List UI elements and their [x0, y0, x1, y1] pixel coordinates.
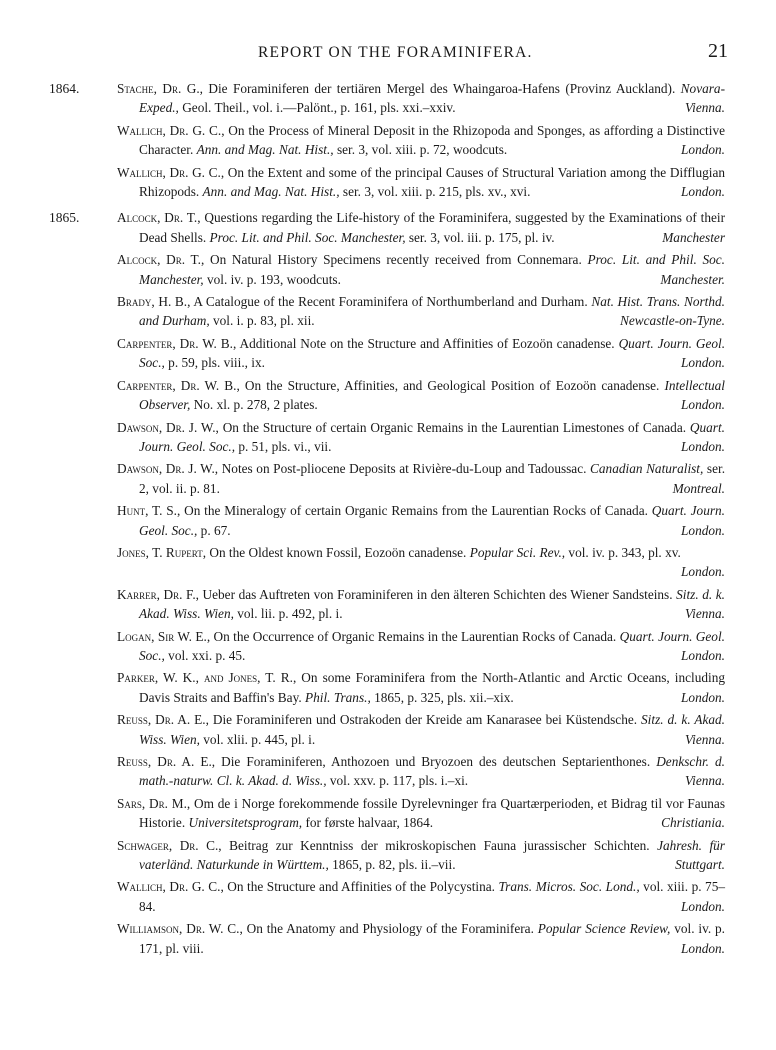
entry-title: Die Foraminiferen und Ostrakoden der Kreide am Kanarasee bei Küstendsche.: [208, 712, 642, 728]
entry-author: Stache, Dr. G.,: [117, 81, 203, 96]
entry-journal: Proc. Lit. and Phil. Soc. Manchester,: [209, 229, 406, 245]
bibliography-entry: [117, 919, 726, 958]
entry-title: On the Occurrence of Organic Remains in the Laurentian Rocks of Canada.: [210, 628, 620, 644]
entry-author: Logan, Sir W. E.,: [117, 628, 211, 644]
entry-details: vol. xiii. p. 75–84.: [139, 879, 725, 914]
entry-journal: Quart. Journ. Geol. Soc.,: [139, 335, 726, 371]
entry-journal: Ann. and Mag. Nat. Hist.,: [202, 184, 340, 200]
bibliography-entry: [49, 208, 725, 247]
page-header: [0, 36, 776, 66]
bibliography-entry: [117, 459, 726, 498]
bibliography-entry: [117, 627, 725, 666]
entry-journal: Nat. Hist. Trans. Northd. and Durham,: [139, 294, 725, 329]
entry-details: for første halvaar, 1864.: [302, 815, 434, 831]
entry-title: A Catalogue of the Recent Foraminifera of Northumberland and Durham.: [190, 294, 592, 310]
entry-place: Newcastle-on-Tyne.: [620, 313, 725, 329]
entry-author: Schwager, Dr. C.,: [117, 837, 222, 853]
entry-journal: Universitetsprogram,: [188, 815, 303, 831]
entry-title: On the Mineralogy of certain Organic Remains from the Laurentian Rocks of Canada.: [180, 503, 652, 519]
entry-author: Jones, T. Rupert,: [117, 544, 207, 560]
entry-journal: Novara-Exped.,: [139, 81, 725, 116]
bibliography-entry: [117, 334, 726, 373]
entry-author: Williamson, Dr. W. C.,: [117, 921, 243, 937]
entry-author: Carpenter, Dr. W. B.,: [117, 335, 237, 351]
entry-place: London.: [681, 940, 725, 956]
bibliography-entry: [117, 501, 725, 540]
entry-title: On the Structure and Affinities of the Polycystina.: [223, 879, 499, 895]
entry-title: Die Foraminiferen der tertiären Mergel des Whaingaroa-Hafens (Provinz Auckland).: [202, 81, 681, 96]
entry-details: vol. xxv. p. 117, pls. i.–xi.: [326, 773, 469, 789]
bibliography-entry: [117, 250, 725, 289]
entry-year: 1865.: [49, 210, 80, 226]
entry-place: London.: [681, 564, 725, 580]
entry-details: vol. iv. p. 343, pl. xv.: [565, 544, 681, 560]
entry-title: On Natural History Specimens recently received from Connemara.: [204, 252, 588, 268]
entry-place: Vienna.: [684, 731, 725, 747]
entry-title: On the Oldest known Fossil, Eozoön canadense.: [206, 544, 470, 560]
entry-details: ser. 3, vol. iii. p. 175, pl. iv.: [405, 229, 555, 245]
entry-place: London.: [681, 647, 725, 663]
bibliography-entry: [117, 836, 725, 875]
entry-journal: Phil. Trans.,: [305, 689, 371, 705]
entry-details: p. 59, pls. viii., ix.: [164, 355, 265, 371]
entry-author: Wallich, Dr. G. C.,: [117, 879, 224, 895]
entry-details: vol. xxi. p. 45.: [164, 647, 246, 663]
entry-author: Reuss, Dr. A. E.,: [117, 712, 209, 728]
entry-place: Montreal.: [672, 480, 725, 496]
entry-details: p. 51, pls. vi., vii.: [235, 438, 332, 454]
entry-year: 1864.: [49, 81, 80, 96]
entry-details: vol. lii. p. 492, pl. i.: [233, 606, 343, 622]
entry-place: London.: [681, 355, 725, 371]
entry-place: London.: [681, 689, 725, 705]
entry-details: No. xl. p. 278, 2 plates.: [190, 397, 318, 413]
entry-place: Stuttgart.: [675, 857, 725, 873]
page-number: 21: [708, 40, 728, 62]
entry-title: Beitrag zur Kenntniss der mikroskopischen Fauna jurassischer Schichten.: [221, 837, 658, 853]
entry-details: 1865, p. 82, pls. ii.–vii.: [328, 857, 456, 873]
entry-place: Vienna.: [684, 100, 725, 116]
entry-details: vol. i. p. 83, pl. xii.: [209, 313, 315, 329]
entry-journal: Popular Sci. Rev.,: [469, 544, 566, 560]
entry-journal: Jahresh. für vaterländ. Naturkunde in Württem.,: [139, 837, 725, 873]
entry-author: Dawson, Dr. J. W.,: [117, 419, 219, 435]
entry-author: Alcock, Dr. T.,: [117, 252, 205, 268]
entry-place: London.: [681, 397, 725, 413]
bibliography-entry: [49, 79, 725, 118]
entry-title: Om de i Norge forekommende fossile Dyrelevninger fra Quartærperioden, et Bidrag til vor Faunas Historie.: [139, 795, 726, 831]
entry-details: vol. iv. p. 171, pl. viii.: [139, 921, 726, 956]
entry-author: Reuss, Dr. A. E.,: [117, 754, 216, 769]
entry-author: Sars, Dr. M.,: [117, 795, 191, 811]
entry-author: Hunt, T. S.,: [117, 503, 181, 519]
running-title: REPORT ON THE FORAMINIFERA.: [258, 44, 533, 61]
entry-title: Additional Note on the Structure and Affinities of Eozoön canadense.: [236, 335, 619, 351]
entry-title: Questions regarding the Life-history of the Foraminifera, suggested by the Examinations of their Dead Shells.: [139, 210, 725, 245]
entry-place: Vienna.: [684, 606, 725, 622]
entry-journal: Trans. Micros. Soc. Lond.,: [498, 879, 640, 895]
bibliography-entry: [117, 668, 725, 707]
entry-title: On some Foraminifera from the North-Atlantic and Arctic Oceans, including Davis Straits and Baffin's Bay.: [139, 670, 725, 705]
entry-details: 1865, p. 325, pls. xii.–xix.: [370, 689, 514, 705]
entry-place: Vienna.: [684, 773, 725, 789]
entry-author: Brady, H. B.,: [117, 294, 191, 310]
entry-place: London.: [681, 438, 725, 454]
bibliography-entry: [117, 376, 726, 415]
entry-journal: Denkschr. d. math.-naturw. Cl. k. Akad. d. Wiss.,: [139, 754, 725, 789]
entry-author: Carpenter, Dr. W. B.,: [117, 377, 240, 393]
bibliography-entry: [117, 121, 725, 160]
entry-author: Wallich, Dr. G. C.,: [117, 164, 225, 180]
entry-journal: Ann. and Mag. Nat. Hist.,: [196, 142, 334, 158]
entry-place: London.: [681, 142, 725, 158]
entry-journal: Quart. Journ. Geol. Soc.,: [139, 628, 725, 663]
entry-author: Alcock, Dr. T.,: [117, 210, 201, 226]
entry-place: Manchester.: [660, 271, 725, 287]
bibliography-entry: [117, 710, 725, 749]
entry-details: ser. 3, vol. xiii. p. 72, woodcuts.: [333, 142, 508, 158]
entry-details: ser. 2, vol. ii. p. 81.: [139, 461, 726, 496]
entry-details: ser. 3, vol. xiii. p. 215, pls. xv., xvi.: [339, 184, 531, 200]
bibliography-entry: [117, 585, 725, 624]
entry-journal: Quart. Journ. Geol. Soc.,: [139, 503, 725, 538]
entry-journal: Proc. Lit. and Phil. Soc. Manchester,: [139, 252, 725, 287]
entry-title: On the Anatomy and Physiology of the Foraminifera.: [242, 921, 538, 937]
entry-journal: Canadian Naturalist,: [590, 461, 704, 477]
bibliography-entry: [117, 877, 725, 916]
entry-details: vol. iv. p. 193, woodcuts.: [203, 271, 341, 287]
entry-title: On the Extent and some of the principal Causes of Structural Variation among the Difflugian Rhizopods.: [139, 164, 725, 200]
entry-journal: Quart. Journ. Geol. Soc.,: [139, 419, 725, 454]
bibliography-entry: [117, 163, 725, 202]
entry-place: Manchester: [662, 229, 725, 245]
entry-details: p. 67.: [197, 522, 231, 538]
bibliography-entry: [117, 543, 725, 582]
entry-journal: Intellectual Observer,: [139, 377, 726, 413]
entry-title: On the Structure of certain Organic Remains in the Laurentian Limestones of Canada.: [218, 419, 690, 435]
entry-place: London.: [681, 184, 725, 200]
entry-journal: Popular Science Review,: [537, 921, 671, 937]
entry-journal: Sitz. d. k. Akad. Wiss. Wien,: [139, 586, 725, 622]
bibliography-entry: [117, 794, 726, 833]
entry-place: London.: [681, 522, 725, 538]
entry-author: Karrer, Dr. F.,: [117, 586, 199, 602]
entry-title: Ueber das Auftreten von Foraminiferen in den älteren Schichten des Wiener Sandsteins.: [198, 586, 677, 602]
entry-title: On the Structure, Affinities, and Geological Position of Eozoön canadense.: [239, 377, 665, 393]
entry-details: Geol. Theil., vol. i.—Palönt., p. 161, pls. xxi.–xxiv.: [178, 100, 456, 116]
bibliography-entry: [117, 752, 725, 791]
entry-author: Dawson, Dr. J. W.,: [117, 461, 219, 477]
entry-title: Notes on Post-pliocene Deposits at Rivière-du-Loup and Tadoussac.: [218, 461, 591, 477]
entry-journal: Sitz. d. k. Akad. Wiss. Wien,: [139, 712, 725, 747]
bibliography-list: [0, 79, 776, 961]
entry-title: Die Foraminiferen, Anthozoen und Bryozoen des deutschen Septarienthones.: [215, 754, 657, 769]
entry-details: vol. xlii. p. 445, pl. i.: [199, 731, 316, 747]
bibliography-entry: [117, 292, 725, 331]
entry-author: Wallich, Dr. G. C.,: [117, 122, 225, 138]
entry-author: Parker, W. K., and Jones, T. R.,: [117, 670, 297, 686]
entry-title: On the Process of Mineral Deposit in the Rhizopoda and Sponges, as affording a Distinctive Character.: [139, 122, 725, 158]
entry-place: London.: [681, 898, 725, 914]
entry-place: Christiania.: [661, 815, 725, 831]
bibliography-entry: [117, 418, 725, 457]
